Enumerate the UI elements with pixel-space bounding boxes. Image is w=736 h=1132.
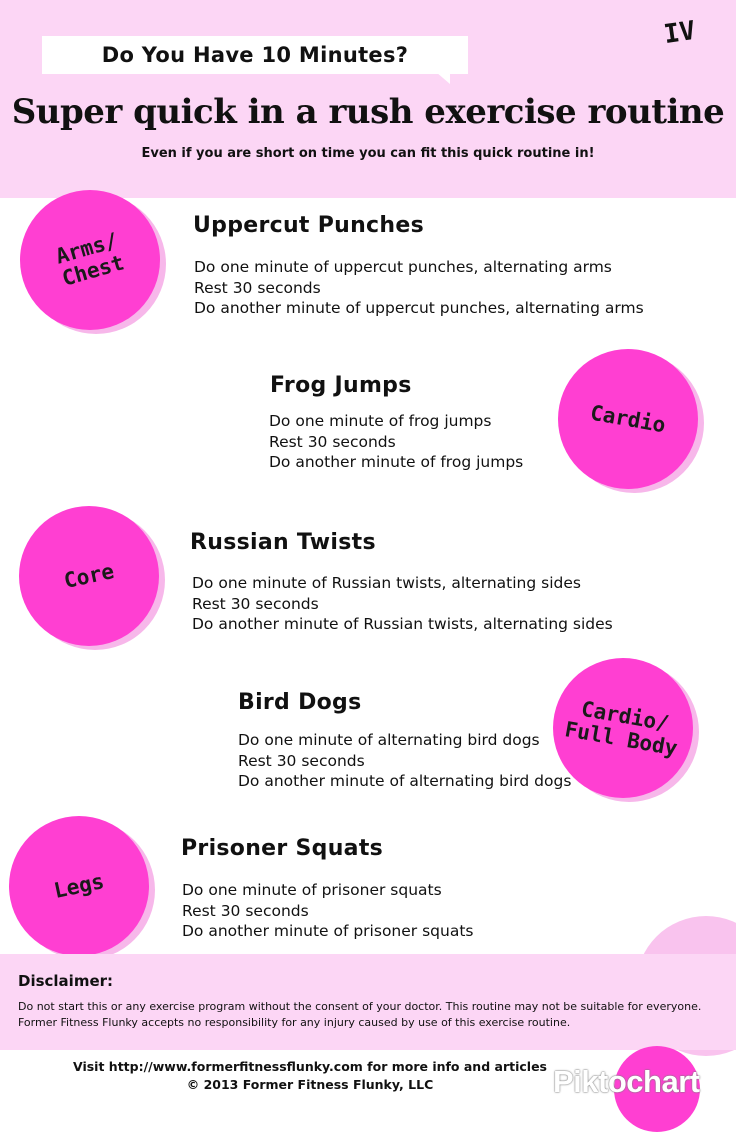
category-label: Cardio bbox=[588, 400, 668, 437]
instruction-line: Do another minute of Russian twists, alternating sides bbox=[192, 615, 613, 633]
category-circle-arms-chest bbox=[20, 190, 160, 330]
category-label: Arms/ Chest bbox=[52, 228, 127, 291]
instruction-line: Do one minute of frog jumps bbox=[269, 412, 492, 430]
exercise-title: Frog Jumps bbox=[270, 373, 412, 398]
category-circle-cardio-full-body bbox=[553, 658, 693, 798]
bubble-text: Do You Have 10 Minutes? bbox=[101, 43, 409, 67]
disclaimer-text bbox=[18, 999, 723, 1031]
instruction-line: Rest 30 seconds bbox=[194, 278, 321, 297]
disclaimer-line: Do not start this or any exercise program without the consent of your doctor. This routine may not be suitable for everyone. bbox=[18, 1000, 702, 1013]
instruction-line: Do one minute of uppercut punches, alternating arms bbox=[194, 258, 612, 276]
footer-visit-link[interactable]: Visit http://www.formerfitnessflunky.com for more info and articles bbox=[73, 1059, 547, 1074]
page-title: Super quick in a rush exercise routine bbox=[11, 92, 725, 132]
roman-numeral: IV bbox=[662, 15, 698, 51]
exercise-title: Prisoner Squats bbox=[181, 836, 384, 861]
page-subtitle: Even if you are short on time you can fit this quick routine in! bbox=[141, 146, 595, 161]
instruction-line: Do one minute of prisoner squats bbox=[182, 881, 442, 899]
piktochart-logo: Piktochart bbox=[553, 1064, 700, 1099]
category-circle-legs bbox=[9, 816, 149, 956]
instruction-line: Rest 30 seconds bbox=[269, 432, 396, 451]
instruction-line: Do another minute of uppercut punches, alternating arms bbox=[194, 299, 644, 317]
category-circle-cardio bbox=[558, 349, 698, 489]
disclaimer-title: Disclaimer: bbox=[18, 972, 114, 990]
footer-copyright: © 2013 Former Fitness Flunky, LLC bbox=[186, 1077, 434, 1092]
exercise-instructions bbox=[194, 257, 644, 319]
instruction-line: Rest 30 seconds bbox=[182, 901, 309, 920]
disclaimer-line: Former Fitness Flunky accepts no responsibility for any injury caused by use of this exercise routine. bbox=[18, 1016, 571, 1029]
category-label: Legs bbox=[51, 868, 107, 903]
category-label: Core bbox=[61, 558, 117, 593]
exercise-instructions bbox=[269, 411, 523, 473]
exercise-title: Russian Twists bbox=[190, 530, 376, 555]
exercise-title: Bird Dogs bbox=[238, 690, 362, 715]
exercise-instructions bbox=[182, 880, 473, 942]
exercise-instructions bbox=[192, 573, 613, 635]
exercise-instructions bbox=[238, 730, 571, 792]
instruction-line: Rest 30 seconds bbox=[192, 594, 319, 613]
instruction-line: Do another minute of prisoner squats bbox=[182, 922, 474, 940]
exercise-title: Uppercut Punches bbox=[193, 213, 424, 238]
instruction-line: Rest 30 seconds bbox=[238, 751, 365, 770]
instruction-line: Do another minute of alternating bird dogs bbox=[238, 772, 572, 790]
category-circle-core bbox=[19, 506, 159, 646]
instruction-line: Do another minute of frog jumps bbox=[269, 453, 524, 471]
instruction-line: Do one minute of Russian twists, alternating sides bbox=[192, 574, 581, 592]
instruction-line: Do one minute of alternating bird dogs bbox=[238, 731, 540, 749]
category-label: Cardio/ Full Body bbox=[562, 696, 680, 761]
